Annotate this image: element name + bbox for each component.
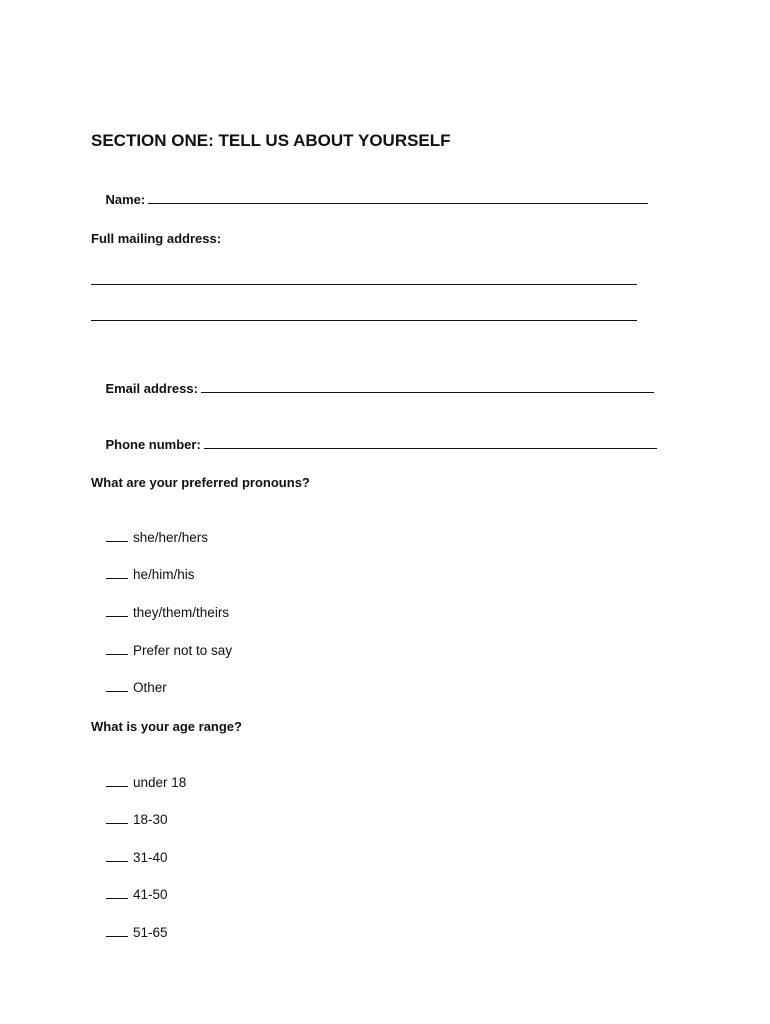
pronouns-question: What are your preferred pronouns? — [91, 475, 310, 490]
age-option[interactable] — [91, 906, 168, 960]
age-option-label: 18-30 — [133, 812, 168, 827]
age-checkbox-blank[interactable] — [106, 850, 128, 862]
pronoun-option[interactable] — [91, 661, 167, 715]
pronoun-option-label: Other — [133, 680, 167, 695]
section-title: SECTION ONE: TELL US ABOUT YOURSELF — [91, 131, 451, 150]
pronoun-checkbox-blank[interactable] — [106, 530, 128, 542]
pronoun-option-label: she/her/hers — [133, 530, 209, 545]
email-input[interactable] — [201, 380, 654, 393]
pronoun-checkbox-blank[interactable] — [106, 567, 128, 579]
age-checkbox-blank[interactable] — [106, 812, 128, 824]
pronoun-checkbox-blank[interactable] — [106, 643, 128, 655]
name-input[interactable] — [148, 191, 648, 204]
email-label: Email address: — [105, 381, 198, 396]
pronoun-option-label: Prefer not to say — [133, 643, 233, 658]
pronoun-option-label: he/him/his — [133, 567, 195, 582]
pronoun-option-label: they/them/theirs — [133, 605, 230, 620]
age-question: What is your age range? — [91, 719, 242, 734]
age-checkbox-blank[interactable] — [106, 775, 128, 787]
age-option-label: 51-65 — [133, 925, 168, 940]
email-field — [91, 362, 654, 416]
pronoun-checkbox-blank[interactable] — [106, 680, 128, 692]
address-line-1-input[interactable] — [91, 284, 637, 285]
name-field — [91, 173, 648, 227]
phone-input[interactable] — [204, 436, 657, 449]
pronoun-checkbox-blank[interactable] — [106, 605, 128, 617]
address-line-2-input[interactable] — [91, 320, 637, 321]
phone-field — [91, 418, 657, 472]
age-checkbox-blank[interactable] — [106, 887, 128, 899]
address-label: Full mailing address: — [91, 231, 222, 246]
age-option-label: 31-40 — [133, 850, 168, 865]
age-option-label: under 18 — [133, 775, 187, 790]
age-checkbox-blank[interactable] — [106, 925, 128, 937]
phone-label: Phone number: — [105, 437, 201, 452]
age-option-label: 41-50 — [133, 887, 168, 902]
name-label: Name: — [105, 192, 146, 207]
